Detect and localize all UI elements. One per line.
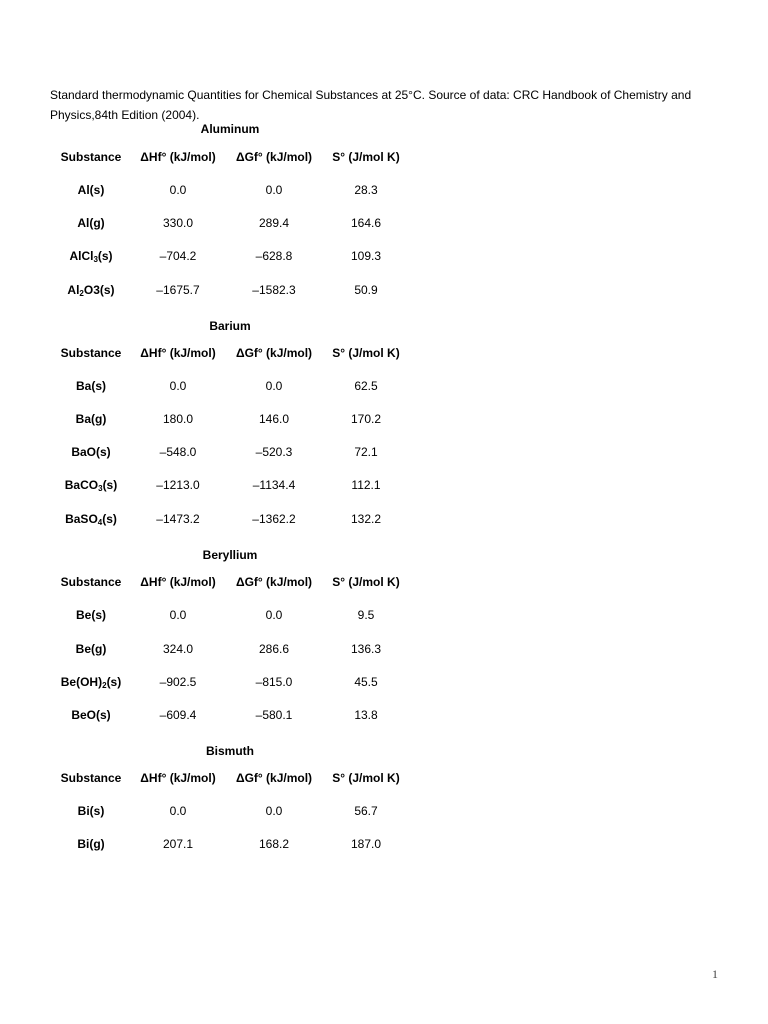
dh-value: –1213.0 <box>156 478 200 492</box>
table-row <box>0 214 768 232</box>
header-s: S° (J/mol K) <box>332 771 400 785</box>
header-substance: Substance <box>60 346 122 360</box>
substance-name: $Al_2O3(s)$ <box>67 283 115 298</box>
dg-value: –580.1 <box>255 708 293 722</box>
substance-name: BaSO$_4$(s) <box>65 512 117 527</box>
s-value: 136.3 <box>350 642 382 656</box>
substance-name: Al(s) <box>77 183 105 197</box>
header-dh: ΔHf° (kJ/mol) <box>140 575 216 589</box>
dg-value: 0.0 <box>265 804 283 818</box>
substance-name: BeO(s) <box>71 708 111 722</box>
header-dg: ΔGf° (kJ/mol) <box>235 771 313 785</box>
table-header-bismuth <box>0 769 768 787</box>
table-row <box>0 476 768 494</box>
s-value: 109.3 <box>350 249 382 263</box>
dh-value: 180.0 <box>162 412 194 426</box>
table-row <box>0 247 768 265</box>
dg-value: 289.4 <box>258 216 290 230</box>
dh-value: 0.0 <box>169 183 187 197</box>
dg-value: –628.8 <box>255 249 293 263</box>
s-value: 132.2 <box>350 512 382 526</box>
table-row <box>0 410 768 428</box>
dh-value: –704.2 <box>159 249 197 263</box>
table-header-beryllium <box>0 573 768 591</box>
s-value: 50.9 <box>354 283 378 297</box>
dh-value: –1473.2 <box>156 512 200 526</box>
substance-name: Be(g) <box>75 642 107 656</box>
substance-name: BaCO$_3$(s) <box>64 478 118 493</box>
dg-value: 0.0 <box>265 379 283 393</box>
table-row <box>0 802 768 820</box>
table-header-barium <box>0 344 768 362</box>
dh-value: –1675.7 <box>156 283 200 297</box>
s-value: 28.3 <box>354 183 378 197</box>
table-row <box>0 281 768 299</box>
dg-value: –1362.2 <box>252 512 296 526</box>
s-value: 112.1 <box>351 478 381 492</box>
substance-name: BaO(s) <box>71 445 111 459</box>
dh-value: 330.0 <box>162 216 194 230</box>
header-substance: Substance <box>60 150 122 164</box>
section-title-bismuth: Bismuth <box>206 744 254 758</box>
dh-value: –548.0 <box>159 445 197 459</box>
dg-value: –520.3 <box>255 445 293 459</box>
substance-name: Al(g) <box>77 216 105 230</box>
dh-value: 324.0 <box>162 642 194 656</box>
header-s: S° (J/mol K) <box>332 346 400 360</box>
dh-value: –609.4 <box>159 708 197 722</box>
s-value: 45.5 <box>354 675 378 689</box>
page-number: 1 <box>712 967 718 981</box>
substance-name: Ba(s) <box>75 379 106 393</box>
s-value: 9.5 <box>357 608 375 622</box>
s-value: 13.8 <box>354 708 378 722</box>
dg-value: –1134.4 <box>252 478 296 492</box>
substance-name: Bi(g) <box>77 837 105 851</box>
table-row <box>0 706 768 724</box>
s-value: 164.6 <box>350 216 382 230</box>
s-value: 62.5 <box>354 379 378 393</box>
substance-name: Bi(s) <box>77 804 105 818</box>
section-title-aluminum: Aluminum <box>200 122 260 136</box>
dh-value: 0.0 <box>169 379 187 393</box>
dg-value: 286.6 <box>258 642 290 656</box>
document-intro: Standard thermodynamic Quantities for Chemical Substances at 25°C. Source of data: CRC Handbook of Chemistry and Physics,84th Edition (2004). <box>50 88 692 122</box>
table-row <box>0 606 768 624</box>
header-dh: ΔHf° (kJ/mol) <box>140 346 216 360</box>
substance-name: AlCl$_3$(s) <box>69 249 113 264</box>
section-title-barium: Barium <box>209 319 251 333</box>
table-header-aluminum <box>0 148 768 166</box>
dg-value: 168.2 <box>258 837 290 851</box>
header-s: S° (J/mol K) <box>332 150 400 164</box>
table-row <box>0 835 768 853</box>
dh-value: 0.0 <box>169 804 187 818</box>
header-dh: ΔHf° (kJ/mol) <box>140 150 216 164</box>
s-value: 187.0 <box>350 837 382 851</box>
section-title-beryllium: Beryllium <box>202 548 258 562</box>
substance-name: $Be(OH)_2(s)$ <box>60 675 122 690</box>
dh-value: 0.0 <box>169 608 187 622</box>
header-dh: ΔHf° (kJ/mol) <box>140 771 216 785</box>
dh-value: 207.1 <box>162 837 194 851</box>
header-substance: Substance <box>60 771 122 785</box>
table-row <box>0 377 768 395</box>
dh-value: –902.5 <box>159 675 197 689</box>
table-row <box>0 510 768 528</box>
table-row <box>0 181 768 199</box>
dg-value: 0.0 <box>265 608 283 622</box>
dg-value: 0.0 <box>265 183 283 197</box>
table-row <box>0 640 768 658</box>
dg-value: 146.0 <box>258 412 290 426</box>
s-value: 56.7 <box>354 804 378 818</box>
table-row <box>0 673 768 691</box>
s-value: 170.2 <box>350 412 382 426</box>
header-dg: ΔGf° (kJ/mol) <box>235 346 313 360</box>
header-s: S° (J/mol K) <box>332 575 400 589</box>
dg-value: –1582.3 <box>252 283 296 297</box>
s-value: 72.1 <box>354 445 378 459</box>
substance-name: Be(s) <box>75 608 106 622</box>
header-dg: ΔGf° (kJ/mol) <box>235 150 313 164</box>
dg-value: –815.0 <box>255 675 293 689</box>
table-row <box>0 443 768 461</box>
header-dg: ΔGf° (kJ/mol) <box>235 575 313 589</box>
substance-name: Ba(g) <box>75 412 107 426</box>
header-substance: Substance <box>60 575 122 589</box>
